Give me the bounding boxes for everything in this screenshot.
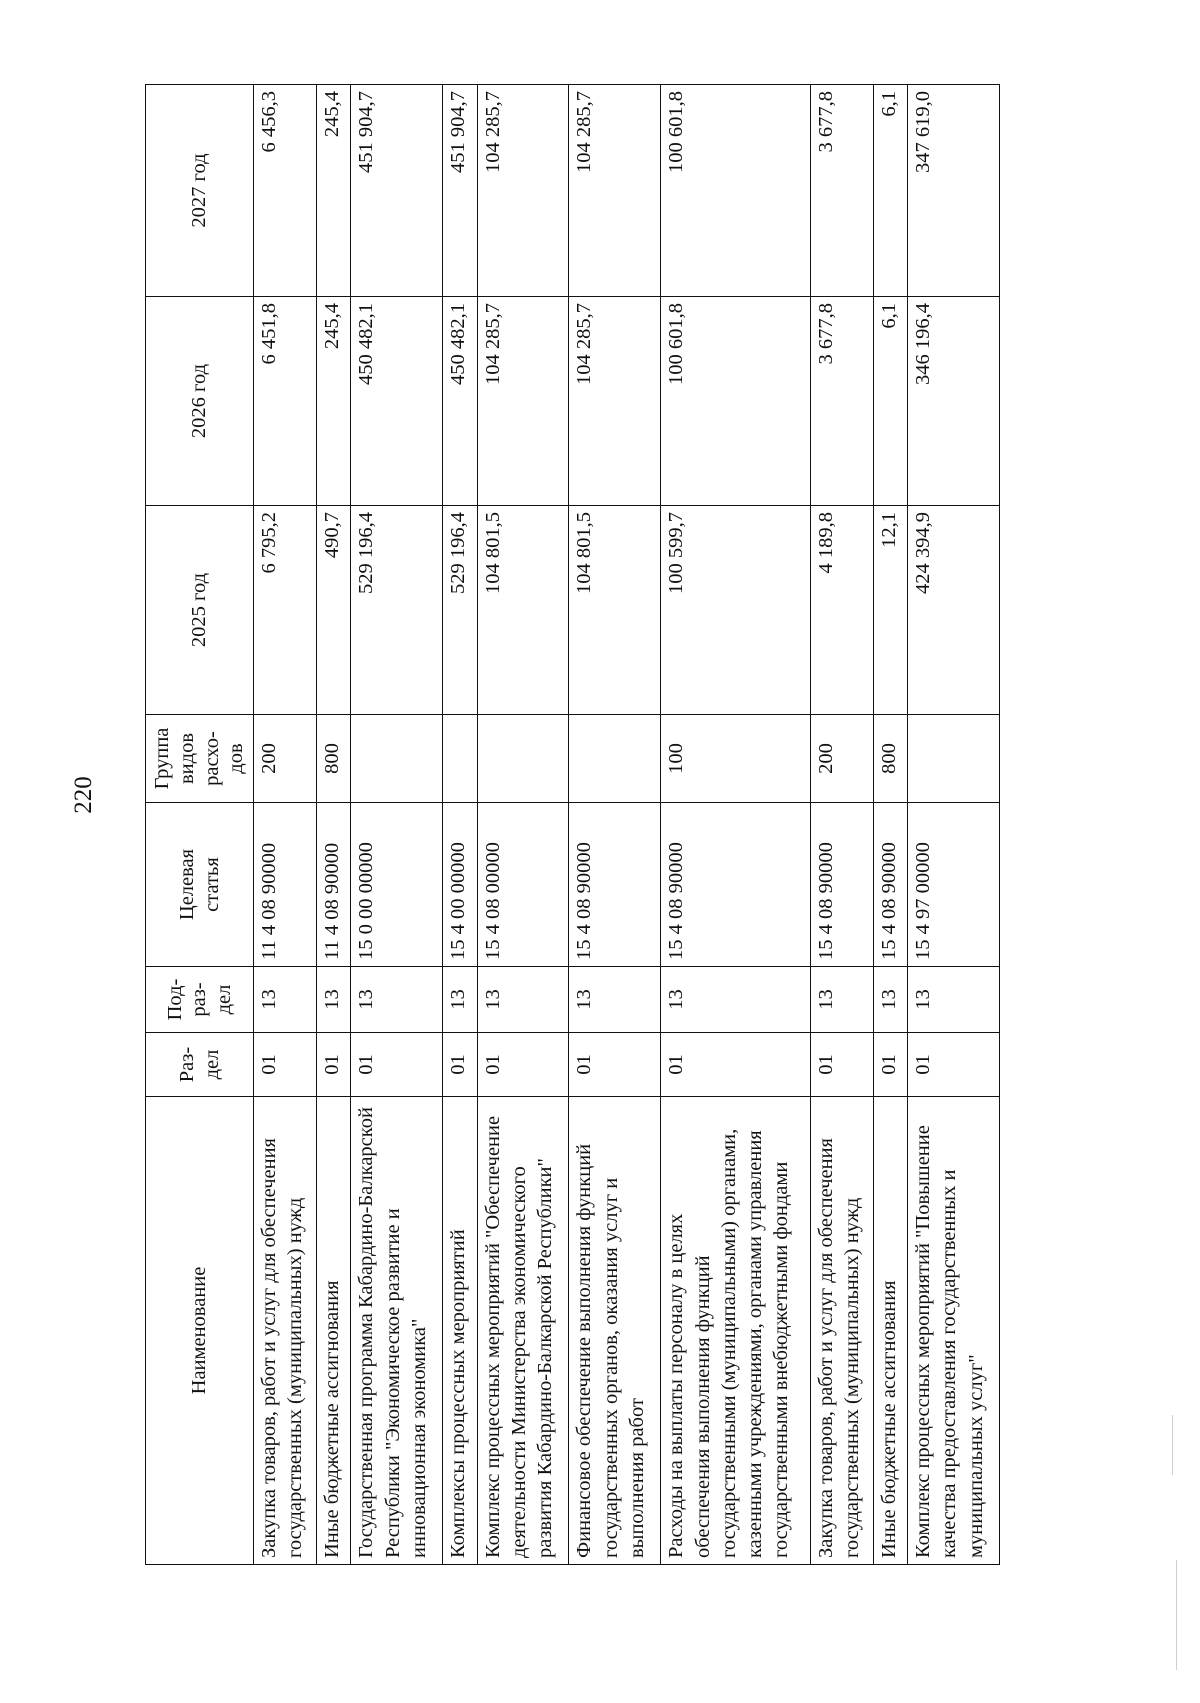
row-name: Комплекс процессных мероприятий "Обеспечение деятельности Министерства экономического развития Кабардино-Балкарской Республики"	[477, 1097, 569, 1565]
row-target-article: 11 4 08 90000	[317, 803, 351, 967]
row-target-article: 15 0 00 00000	[351, 803, 443, 967]
row-2025: 104 801,5	[477, 506, 569, 715]
table-row	[477, 85, 569, 1565]
row-podrazdel: 13	[317, 967, 351, 1033]
row-razdel: 01	[661, 1033, 810, 1097]
table-row	[810, 85, 873, 1565]
table-row	[443, 85, 477, 1565]
row-razdel: 01	[569, 1033, 661, 1097]
row-target-article: 15 4 08 00000	[477, 803, 569, 967]
row-name: Финансовое обеспечение выполнения функций государственных органов, оказания услуг и выполнения работ	[569, 1097, 661, 1565]
row-name: Иные бюджетные ассигнования	[873, 1097, 907, 1565]
row-2027: 245,4	[317, 85, 351, 297]
row-2026: 245,4	[317, 297, 351, 506]
row-target-article: 15 4 00 00000	[443, 803, 477, 967]
row-razdel: 01	[810, 1033, 873, 1097]
row-target-article: 15 4 08 90000	[569, 803, 661, 967]
row-2025: 424 394,9	[908, 506, 1000, 715]
row-razdel: 01	[477, 1033, 569, 1097]
table-row	[317, 85, 351, 1565]
row-2026: 104 285,7	[569, 297, 661, 506]
row-podrazdel: 13	[477, 967, 569, 1033]
header-2026: 2026 год	[146, 297, 254, 506]
row-razdel: 01	[908, 1033, 1000, 1097]
table-row	[254, 85, 317, 1565]
row-podrazdel: 13	[810, 967, 873, 1033]
row-podrazdel: 13	[908, 967, 1000, 1033]
row-razdel: 01	[873, 1033, 907, 1097]
row-2027: 6,1	[873, 85, 907, 297]
header-target-article: Целевая статья	[146, 803, 254, 967]
row-2025: 6 795,2	[254, 506, 317, 715]
header-razdel: Раз- дел	[146, 1033, 254, 1097]
row-target-article: 15 4 97 00000	[908, 803, 1000, 967]
row-name: Государственная программа Кабардино-Балкарской Республики "Экономическое развитие и инновационная экономика"	[351, 1097, 443, 1565]
row-name: Комплексы процессных мероприятий	[443, 1097, 477, 1565]
row-2026: 6 451,8	[254, 297, 317, 506]
row-expense-group: 100	[661, 715, 810, 803]
table-row	[908, 85, 1000, 1565]
row-target-article: 11 4 08 90000	[254, 803, 317, 967]
row-2027: 451 904,7	[351, 85, 443, 297]
row-podrazdel: 13	[443, 967, 477, 1033]
scan-edge-mark	[1176, 1560, 1177, 1670]
row-2026: 450 482,1	[443, 297, 477, 506]
row-target-article: 15 4 08 90000	[810, 803, 873, 967]
row-2025: 529 196,4	[351, 506, 443, 715]
row-2025: 100 599,7	[661, 506, 810, 715]
row-2027: 451 904,7	[443, 85, 477, 297]
row-razdel: 01	[443, 1033, 477, 1097]
row-expense-group: 200	[810, 715, 873, 803]
row-expense-group: 800	[317, 715, 351, 803]
row-2026: 3 677,8	[810, 297, 873, 506]
row-name: Иные бюджетные ассигнования	[317, 1097, 351, 1565]
row-expense-group	[351, 715, 443, 803]
row-2026: 100 601,8	[661, 297, 810, 506]
row-razdel: 01	[351, 1033, 443, 1097]
header-2025: 2025 год	[146, 506, 254, 715]
row-target-article: 15 4 08 90000	[661, 803, 810, 967]
row-razdel: 01	[317, 1033, 351, 1097]
header-podrazdel: Под- раз- дел	[146, 967, 254, 1033]
row-target-article: 15 4 08 90000	[873, 803, 907, 967]
table-row	[351, 85, 443, 1565]
scan-edge-mark	[1172, 1415, 1173, 1475]
row-2027: 104 285,7	[477, 85, 569, 297]
header-2027: 2027 год	[146, 85, 254, 297]
header-expense-group: Группа видов расхо- дов	[146, 715, 254, 803]
row-expense-group	[443, 715, 477, 803]
row-name: Закупка товаров, работ и услуг для обеспечения государственных (муниципальных) нужд	[254, 1097, 317, 1565]
row-2025: 104 801,5	[569, 506, 661, 715]
budget-table-rotated	[145, 85, 1000, 1565]
budget-table	[145, 84, 1000, 1565]
row-2026: 346 196,4	[908, 297, 1000, 506]
row-2027: 6 456,3	[254, 85, 317, 297]
row-podrazdel: 13	[873, 967, 907, 1033]
row-expense-group	[477, 715, 569, 803]
row-expense-group	[569, 715, 661, 803]
row-name: Закупка товаров, работ и услуг для обеспечения государственных (муниципальных) нужд	[810, 1097, 873, 1565]
row-expense-group: 800	[873, 715, 907, 803]
page-number: 220	[69, 776, 97, 814]
row-2026: 450 482,1	[351, 297, 443, 506]
row-expense-group: 200	[254, 715, 317, 803]
row-2025: 12,1	[873, 506, 907, 715]
row-2025: 490,7	[317, 506, 351, 715]
row-2027: 100 601,8	[661, 85, 810, 297]
row-2027: 3 677,8	[810, 85, 873, 297]
table-header-row	[146, 85, 254, 1565]
header-name: Наименование	[146, 1097, 254, 1565]
row-2025: 529 196,4	[443, 506, 477, 715]
row-2026: 6,1	[873, 297, 907, 506]
row-podrazdel: 13	[661, 967, 810, 1033]
row-2027: 347 619,0	[908, 85, 1000, 297]
table-row	[661, 85, 810, 1565]
row-2025: 4 189,8	[810, 506, 873, 715]
row-podrazdel: 13	[569, 967, 661, 1033]
row-podrazdel: 13	[254, 967, 317, 1033]
row-name: Расходы на выплаты персоналу в целях обеспечения выполнения функций государственными (муниципальными) органами, казенными учреждениями, органами управления государственными внебюджетными фондами	[661, 1097, 810, 1565]
table-row	[569, 85, 661, 1565]
table-row	[873, 85, 907, 1565]
row-podrazdel: 13	[351, 967, 443, 1033]
row-razdel: 01	[254, 1033, 317, 1097]
row-2026: 104 285,7	[477, 297, 569, 506]
row-name: Комплекс процессных мероприятий "Повышение качества предоставления государственных и муниципальных услуг"	[908, 1097, 1000, 1565]
row-2027: 104 285,7	[569, 85, 661, 297]
row-expense-group	[908, 715, 1000, 803]
